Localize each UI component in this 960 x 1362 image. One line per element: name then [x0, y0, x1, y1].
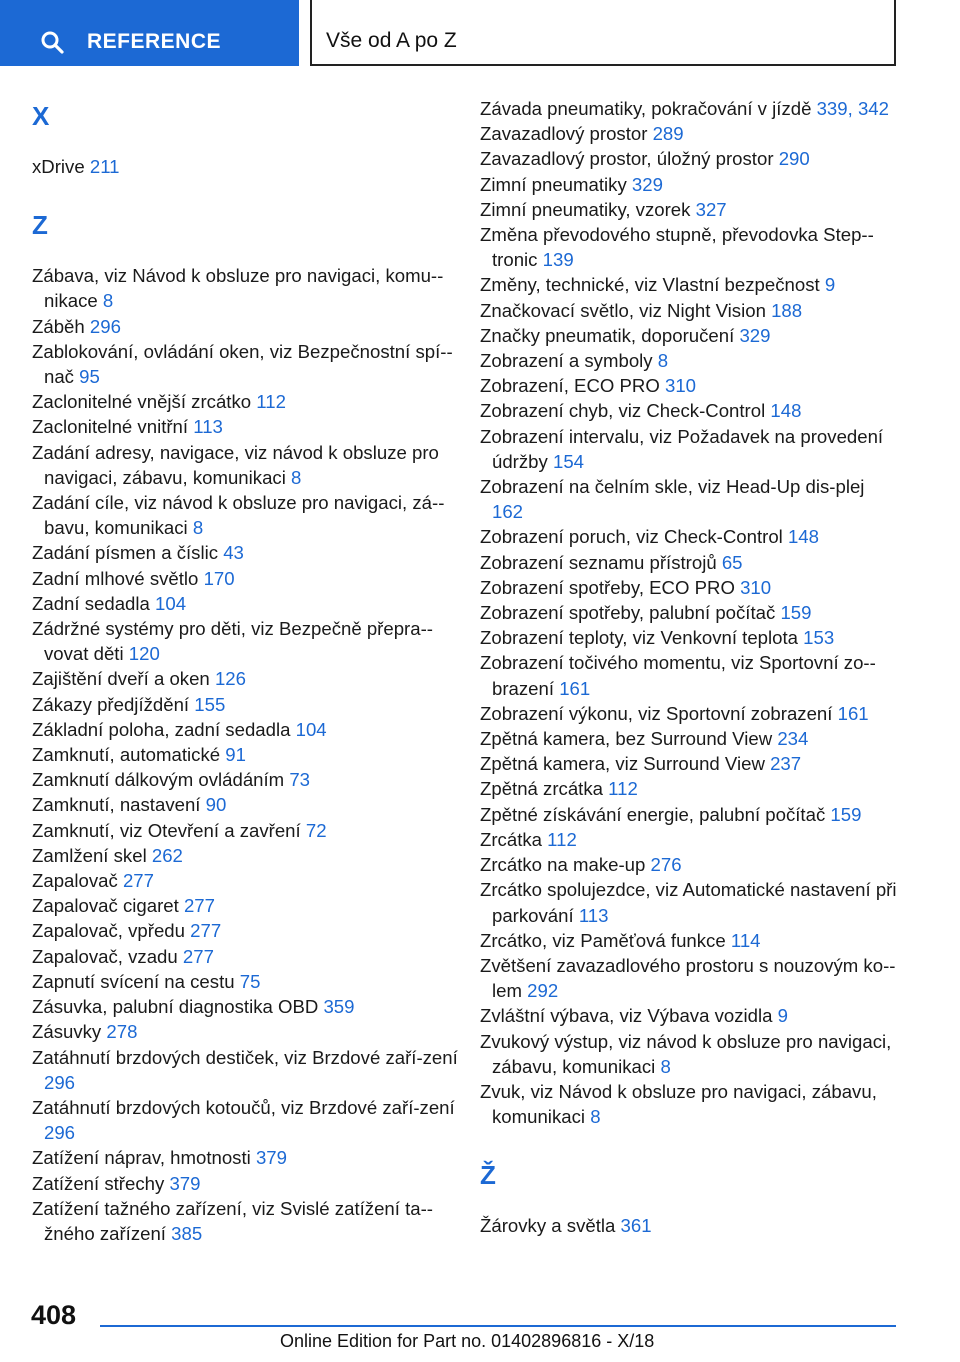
page-link[interactable]: 379 [255, 1147, 287, 1169]
page-link[interactable]: 379 [169, 1172, 201, 1194]
index-entry [480, 197, 900, 222]
page-link[interactable]: 113 [578, 904, 609, 926]
index-entry-text: Změny, technické, viz Vlastní bezpečnost [480, 274, 820, 296]
page-link[interactable]: 296 [89, 315, 121, 337]
index-entry [32, 843, 460, 868]
index-entry-text: Záběh [32, 315, 85, 337]
index-entry-text: Zvětšení zavazadlového prostoru s nouzovým ko-lem [480, 954, 896, 1002]
page-link[interactable]: 276 [650, 854, 682, 876]
page-link[interactable]: 112 [256, 391, 286, 413]
index-entry [32, 818, 460, 843]
index-entry-text: Zobrazení točivého momentu, viz Sportovní zo-brazení [480, 652, 876, 699]
index-entry-text: Zobrazení chyb, viz Check-Control [480, 400, 766, 422]
index-entry [480, 96, 900, 121]
index-entry-text: Zadání písmen a číslic [32, 542, 219, 564]
index-entry-text: Zavazadlový prostor, úložný prostor [480, 148, 774, 170]
index-entry-text: Zobrazení spotřeby, palubní počítač [480, 602, 776, 624]
page-link[interactable]: 277 [122, 870, 154, 892]
index-entry [480, 953, 900, 1003]
index-entry [32, 339, 460, 389]
page-link[interactable]: 277 [182, 945, 214, 967]
index-entry [32, 314, 460, 339]
index-entry [480, 600, 900, 625]
index-entry [32, 969, 460, 994]
page-link[interactable]: 43 [223, 542, 244, 564]
index-entry-text: Zaclonitelné vnitřní [32, 416, 189, 438]
letter-spacer [480, 1129, 900, 1155]
page-link[interactable]: 65 [721, 551, 743, 573]
page-link[interactable]: 8 [102, 290, 114, 312]
page-link[interactable]: 170 [203, 567, 235, 589]
index-entry [480, 751, 900, 776]
index-entry-text: Zrcátko spolujezdce, viz Automatické nastavení při parkování [480, 879, 897, 926]
index-entry-text: Zobrazení spotřeby, ECO PRO [480, 576, 735, 598]
page-link[interactable]: 104 [155, 592, 187, 614]
index-entry [32, 742, 460, 767]
index-entry-text: Zatížení tažného zařízení, viz Svislé zatížení ta-žného zařízení [32, 1197, 433, 1244]
index-letter-heading: Ž [480, 1160, 496, 1191]
index-entry [480, 1029, 900, 1079]
index-entry-text: Zobrazení intervalu, viz Požadavek na provedení údržby [480, 425, 884, 472]
index-entry-text: Změna převodového stupně, převodovka Step-tronic [480, 224, 874, 271]
index-entry-text: Zatáhnutí brzdových destiček, viz Brzdové zaří-zení [32, 1046, 458, 1068]
letter-spacer [480, 1195, 900, 1213]
page-link[interactable]: 277 [190, 920, 222, 942]
index-entry [480, 701, 900, 726]
page-link[interactable]: 112 [547, 828, 577, 850]
index-entry [480, 1213, 900, 1238]
index-entry [480, 650, 900, 700]
page-link[interactable]: 9 [777, 1005, 788, 1027]
index-entry [480, 802, 900, 827]
index-entry-text: Zobrazení a symboly [480, 350, 653, 372]
index-entry-text: Zrcátka [480, 828, 542, 850]
index-entry [32, 154, 460, 179]
index-entry-text: Značky pneumatik, doporučení [480, 324, 735, 346]
page-link[interactable]: 361 [620, 1215, 652, 1237]
letter-spacer [32, 136, 460, 154]
page-link[interactable]: 73 [289, 769, 311, 791]
index-entry [32, 717, 460, 742]
index-entry [32, 389, 460, 414]
page-link[interactable]: 159 [780, 602, 812, 624]
index-entry [32, 1019, 460, 1044]
index-column-right [480, 96, 900, 1239]
index-entry-text: Zobrazení na čelním skle, viz Head-Up dis-plej [480, 476, 865, 498]
page-link[interactable]: 296 [44, 1122, 76, 1144]
page-link[interactable]: 159 [830, 803, 862, 825]
page-link[interactable]: 161 [559, 677, 591, 699]
footer-edition: Online Edition for Part no. 01402896816 - X/18 [280, 1331, 655, 1351]
index-entry-text: Zásuvka, palubní diagnostika OBD [32, 996, 319, 1018]
index-entry-text: Zvláštní výbava, viz Výbava vozidla [480, 1005, 773, 1027]
index-entry-text: Zobrazení poruch, viz Check-Control [480, 526, 783, 548]
page-link[interactable]: 8 [291, 466, 302, 488]
letter-spacer [32, 179, 460, 205]
index-entry [480, 272, 900, 297]
index-entry [32, 591, 460, 616]
page-link[interactable]: 95 [79, 366, 100, 388]
index-entry-text: Zpětná kamera, bez Surround View [480, 728, 773, 750]
index-entry-text: Zákazy předjíždění [32, 693, 190, 715]
page-link[interactable]: 8 [192, 517, 204, 539]
page-link[interactable]: 112 [608, 778, 638, 800]
index-entry [480, 1079, 900, 1129]
index-entry-text: Zamknutí, viz Otevření a zavření [32, 819, 301, 841]
index-entry [480, 373, 900, 398]
index-entry [32, 1171, 460, 1196]
page-link[interactable]: 148 [787, 526, 819, 548]
index-entry [480, 222, 900, 272]
index-entry [480, 928, 900, 953]
index-entry-text: Základní poloha, zadní sedadla [32, 718, 291, 740]
page-link[interactable]: 153 [803, 627, 835, 649]
index-entry [480, 172, 900, 197]
index-entry-text: Zadní mlhové světlo [32, 567, 199, 589]
page-link[interactable]: 339, 342 [816, 98, 889, 119]
index-entry [480, 726, 900, 751]
index-entry-text: Zpětná kamera, viz Surround View [480, 753, 765, 775]
page-link[interactable]: 104 [295, 718, 327, 740]
index-entry-text: Zapalovač, vzadu [32, 945, 178, 967]
index-entry-text: Zimní pneumatiky, vzorek [480, 198, 691, 220]
section-title-box [310, 0, 896, 66]
index-entry [32, 666, 460, 691]
page-link[interactable]: 234 [777, 728, 809, 750]
page-link[interactable]: 8 [657, 350, 669, 372]
index-entry [32, 944, 460, 969]
index-entry [480, 146, 900, 171]
index-entry-text: Zadní sedadla [32, 592, 150, 614]
index-entry [32, 263, 460, 313]
index-entry [480, 877, 900, 927]
reference-tab-label: REFERENCE [87, 30, 222, 53]
index-entry-text: Zábava, viz Návod k obsluze pro navigaci, komu-nikace [32, 265, 444, 312]
page-link[interactable]: 113 [193, 416, 223, 438]
page-link[interactable]: 262 [151, 844, 183, 866]
index-entry-text: Zobrazení výkonu, viz Sportovní zobrazení [480, 702, 833, 724]
index-entry [32, 1095, 460, 1145]
page-link[interactable]: 188 [771, 299, 803, 321]
index-entry [480, 1003, 900, 1028]
page-link[interactable]: 292 [527, 980, 559, 1002]
page-link[interactable]: 148 [770, 400, 802, 422]
index-entry-text: Zapalovač cigaret [32, 895, 179, 917]
index-entry [32, 414, 460, 439]
index-entry [480, 827, 900, 852]
page-link[interactable]: 211 [89, 156, 120, 177]
page-link[interactable]: 290 [778, 148, 810, 170]
index-entry-text: Žárovky a světla [480, 1215, 616, 1237]
index-entry-text: Značkovací světlo, viz Night Vision [480, 299, 766, 321]
page-link[interactable]: 126 [214, 668, 246, 690]
index-entry-text: Zpětná zrcátka [480, 778, 603, 800]
index-entry-text: Zajištění dveří a oken [32, 668, 210, 690]
index-entry [480, 550, 900, 575]
index-entry-text: Zavazadlový prostor [480, 123, 648, 145]
index-entry [32, 994, 460, 1019]
index-entry-text: Zobrazení seznamu přístrojů [480, 551, 717, 573]
page-link[interactable]: 114 [730, 929, 761, 951]
page-link[interactable]: 139 [542, 249, 574, 271]
index-entry [32, 440, 460, 490]
index-entry-text: Zapnutí svícení na cestu [32, 970, 235, 992]
page-link[interactable]: 72 [305, 819, 327, 841]
index-entry-text: Zimní pneumatiky [480, 173, 627, 195]
page-link[interactable]: 155 [194, 693, 226, 715]
page-link[interactable]: 91 [225, 744, 246, 766]
page-link[interactable]: 359 [323, 996, 355, 1018]
page-link[interactable]: 310 [664, 375, 697, 397]
index-entry [480, 348, 900, 373]
index-letter-heading: Z [32, 210, 48, 241]
letter-spacer [32, 245, 460, 263]
index-entry [32, 566, 460, 591]
index-entry [32, 1045, 460, 1095]
index-entry [480, 625, 900, 650]
index-entry-text: Zadání adresy, navigace, viz návod k obsluze pro navigaci, zábavu, komunikaci [32, 441, 439, 488]
reference-tab[interactable] [0, 0, 299, 66]
index-entry-text: Zatáhnutí brzdových kotoučů, viz Brzdové zaří-zení [32, 1096, 455, 1118]
page-link[interactable]: 237 [770, 753, 802, 775]
page-link[interactable]: 9 [824, 274, 836, 296]
index-entry-text: Zrcátko na make-up [480, 854, 646, 876]
section-title: Vše od A po Z [326, 29, 457, 52]
index-entry-text: Zrcátko, viz Paměťová funkce [480, 929, 726, 951]
index-entry-text: Zamknutí, automatické [32, 744, 221, 766]
page-link[interactable]: 75 [239, 970, 261, 992]
page-number: 408 [31, 1300, 77, 1330]
index-entry-text: Zvukový výstup, viz návod k obsluze pro navigaci, zábavu, komunikaci [480, 1030, 892, 1077]
index-entry-text: Zadání cíle, viz návod k obsluze pro navigaci, zá-bavu, komunikaci [32, 492, 445, 539]
index-entry [32, 868, 460, 893]
index-entry [480, 575, 900, 600]
index-entry-text: Zádržné systémy pro děti, viz Bezpečně přepra-vovat děti [32, 618, 433, 665]
page-link[interactable]: 278 [106, 1021, 138, 1043]
index-entry-text: Zobrazení teploty, viz Venkovní teplota [480, 627, 798, 649]
index-entry-text: Zamlžení skel [32, 844, 147, 866]
index-column-left [32, 96, 460, 1246]
index-entry-text: Zásuvky [32, 1021, 102, 1043]
index-letter-heading: X [32, 101, 50, 131]
index-entry-text: Zvuk, viz Návod k obsluze pro navigaci, zábavu, komunikaci [480, 1080, 877, 1128]
page-link[interactable]: 289 [652, 123, 684, 145]
page-link[interactable]: 8 [590, 1106, 601, 1128]
index-entry-text: Zpětné získávání energie, palubní počítač [480, 803, 826, 825]
index-entry [480, 121, 900, 146]
index-entry-text: Zapalovač [32, 870, 118, 892]
page-link[interactable]: 120 [128, 643, 160, 665]
index-entry [480, 323, 900, 348]
page-link[interactable]: 329 [739, 324, 771, 346]
page-link[interactable]: 329 [631, 173, 663, 195]
page-link[interactable]: 154 [552, 450, 585, 472]
index-entry [32, 490, 460, 540]
page-link[interactable]: 310 [740, 576, 772, 598]
index-entry-text: Zamknutí dálkovým ovládáním [32, 769, 285, 791]
index-entry [32, 1196, 460, 1246]
index-entry [480, 852, 900, 877]
index-entry [32, 767, 460, 792]
page-link[interactable]: 162 [492, 501, 524, 523]
index-entry [32, 540, 460, 565]
index-entry [32, 616, 460, 666]
page-link[interactable]: 161 [837, 702, 869, 724]
index-entry-text: xDrive [32, 156, 85, 177]
index-entry [32, 792, 460, 817]
page-link[interactable]: 296 [44, 1071, 76, 1093]
page-link[interactable]: 385 [171, 1222, 203, 1244]
index-entry [480, 424, 900, 474]
index-entry [32, 893, 460, 918]
index-entry-text: Zatížení náprav, hmotnosti [32, 1147, 251, 1169]
page-header [0, 0, 960, 66]
index-entry-text: Zamknutí, nastavení [32, 794, 201, 816]
page-link[interactable]: 8 [660, 1055, 671, 1077]
index-entry [32, 918, 460, 943]
index-entry-text: Zobrazení, ECO PRO [480, 375, 660, 397]
index-entry [480, 398, 900, 423]
index-entry-text: Zapalovač, vpředu [32, 920, 185, 942]
index-entry-text: Zablokování, ovládání oken, viz Bezpečnostní spí-nač [32, 340, 453, 388]
page-link[interactable]: 277 [183, 895, 215, 917]
index-entry-text: Zatížení střechy [32, 1172, 165, 1194]
index-entry-text: Zaclonitelné vnější zrcátko [32, 391, 252, 413]
index-entry [32, 1145, 460, 1170]
index-entry [480, 776, 900, 801]
search-icon [40, 30, 64, 54]
index-entry-text: Závada pneumatiky, pokračování v jízdě [480, 98, 812, 119]
index-entry [32, 692, 460, 717]
page-link[interactable]: 90 [205, 794, 227, 816]
index-entry [480, 474, 900, 524]
page-link[interactable]: 327 [695, 198, 727, 220]
index-entry [480, 298, 900, 323]
index-entry [480, 524, 900, 549]
footer-divider [100, 1325, 896, 1327]
